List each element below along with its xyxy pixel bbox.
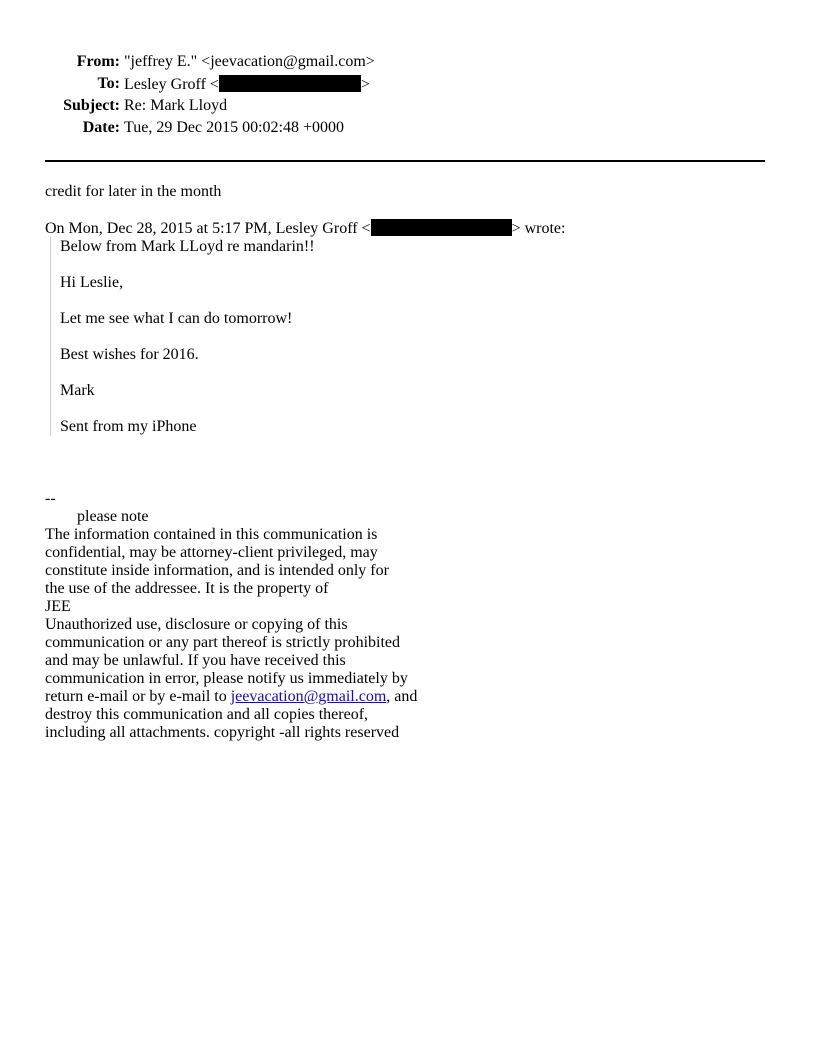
signature-dashes: -- [45, 490, 56, 507]
quoted-line: Mark [60, 382, 95, 399]
quoted-line: Hi Leslie, [60, 274, 124, 291]
signature-block [45, 490, 465, 742]
to-close: > [360, 76, 370, 93]
subject-label: Subject: [63, 97, 120, 114]
to-label: To: [97, 75, 120, 92]
return-prefix: return e-mail or by e-mail to [45, 688, 231, 705]
disclaimer-line: The information contained in this communication is [45, 526, 378, 543]
email-link[interactable]: jeevacation@gmail.com [230, 688, 387, 705]
redacted-email [219, 75, 361, 92]
disclaimer-line: communication in error, please notify us immediately by [45, 670, 408, 687]
disclaimer-line: communication or any part thereof is strictly prohibited [45, 634, 401, 651]
header-divider [45, 160, 765, 162]
quoted-line: Sent from my iPhone [60, 418, 197, 435]
quoted-line: Best wishes for 2016. [60, 346, 199, 363]
disclaimer-line: the use of the addressee. It is the property of [45, 580, 329, 597]
disclaimer-line: destroy this communication and all copies thereof, [45, 706, 369, 723]
from-label: From: [76, 53, 120, 70]
disclaimer-line: including all attachments. copyright -all rights reserved [45, 724, 400, 741]
disclaimer-line: Unauthorized use, disclosure or copying of this [45, 616, 348, 633]
disclaimer-line: and may be unlawful. If you have received this [45, 652, 346, 669]
quote-attribution [45, 219, 565, 238]
redacted-email [371, 219, 512, 236]
date-label: Date: [82, 119, 120, 136]
quoted-message [50, 237, 315, 436]
disclaimer-line: confidential, may be attorney-client privileged, may [45, 544, 378, 561]
attribution-prefix: On Mon, Dec 28, 2015 at 5:17 PM, Lesley Groff < [45, 220, 371, 237]
from-value: "jeffrey E." <jeevacation@gmail.com> [124, 53, 375, 70]
quoted-line: Let me see what I can do tomorrow! [60, 310, 293, 327]
disclaimer-line: JEE [45, 598, 71, 615]
to-value [124, 75, 370, 94]
disclaimer-line [45, 688, 465, 706]
disclaimer-line: constitute inside information, and is intended only for [45, 562, 389, 579]
to-name: Lesley Groff < [124, 76, 219, 93]
reply-text: credit for later in the month [45, 183, 222, 200]
return-suffix: , and [386, 688, 418, 705]
signature-note: please note [77, 508, 149, 525]
attribution-suffix: > wrote: [511, 220, 566, 237]
quoted-line: Below from Mark LLoyd re mandarin!! [60, 238, 315, 255]
date-value: Tue, 29 Dec 2015 00:02:48 +0000 [124, 119, 344, 136]
subject-value: Re: Mark Lloyd [124, 97, 228, 114]
